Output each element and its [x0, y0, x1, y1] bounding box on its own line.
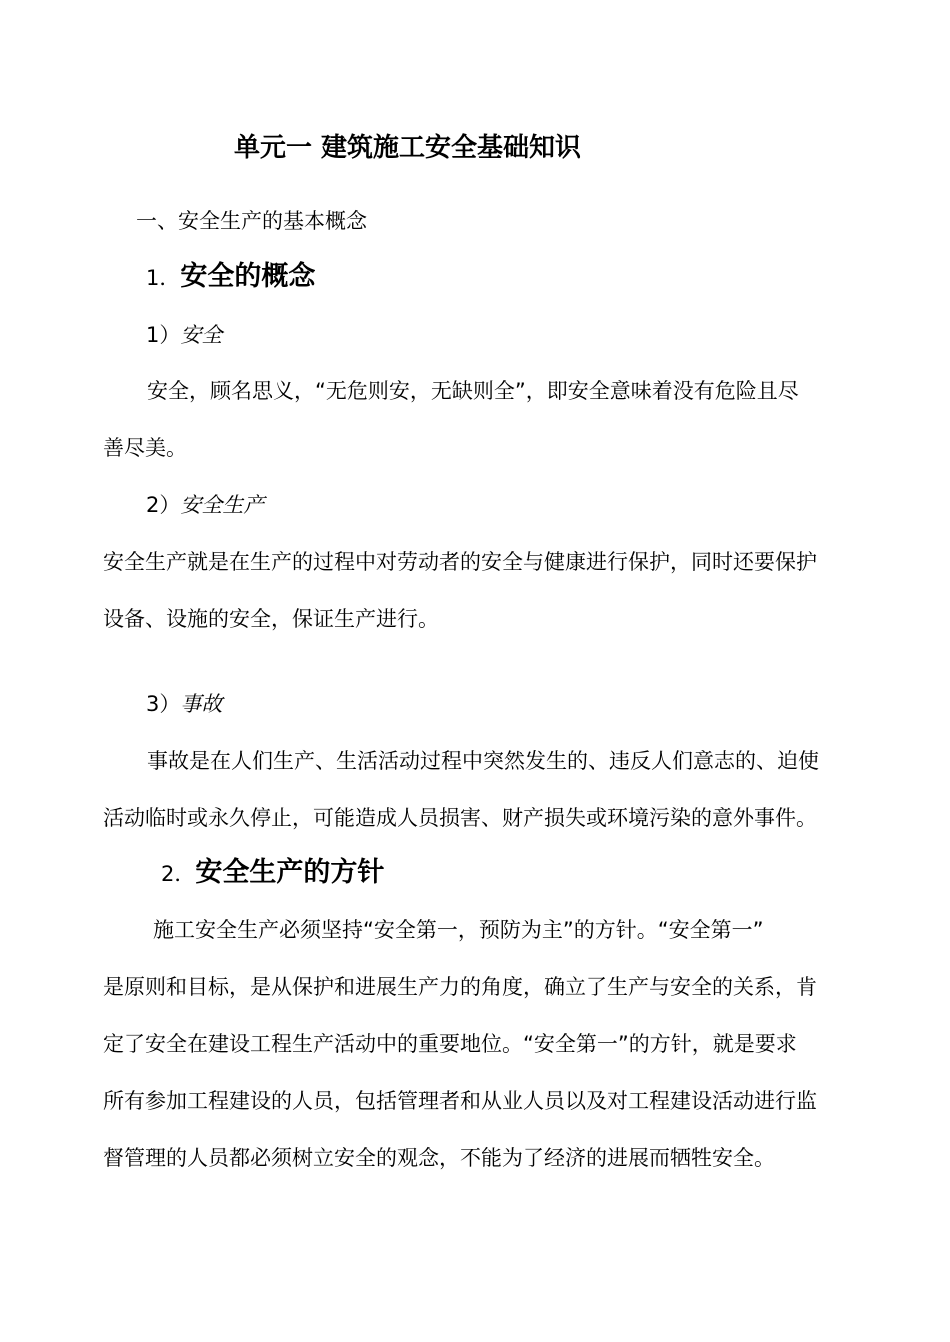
subsection-heading-1 [146, 262, 315, 293]
paragraph-line: 设备、设施的安全，保证生产进行。 [103, 607, 439, 631]
paragraph-line: 安全生产就是在生产的过程中对劳动者的安全与健康进行保护，同时还要保护 [103, 550, 817, 574]
paragraph-line: 是原则和目标，是从保护和进展生产力的角度，确立了生产与安全的关系，肯 [103, 975, 817, 999]
item-heading-2 [146, 490, 264, 520]
section-heading: 一、安全生产的基本概念 [136, 209, 367, 233]
subsection-title: 安全生产的方针 [195, 857, 385, 888]
paragraph-line: 施工安全生产必须坚持“安全第一，预防为主”的方针。“安全第一” [153, 918, 764, 942]
item-number: 2） [146, 493, 181, 517]
item-number: 1） [146, 323, 181, 347]
item-title: 事故 [180, 692, 223, 716]
paragraph-line: 安全，顾名思义，“无危则安，无缺则全”，即安全意味着没有危险且尽 [147, 379, 799, 403]
item-number: 3） [146, 692, 181, 716]
item-heading-1 [146, 320, 222, 350]
paragraph-line: 活动临时或永久停止，可能造成人员损害、财产损失或环境污染的意外事件。 [103, 806, 817, 830]
paragraph-line: 善尽美。 [103, 436, 187, 460]
item-title: 安全生产 [180, 493, 265, 517]
item-heading-3 [146, 689, 222, 719]
paragraph-line: 所有参加工程建设的人员，包括管理者和从业人员以及对工程建设活动进行监 [103, 1089, 817, 1113]
page-title: 单元一 建筑施工安全基础知识 [234, 133, 582, 163]
subsection-heading-2 [161, 858, 384, 889]
subsection-title: 安全的概念 [180, 261, 316, 292]
paragraph-line: 定了安全在建设工程生产活动中的重要地位。“安全第一”的方针，就是要求 [103, 1032, 797, 1056]
paragraph-line: 事故是在人们生产、生活活动过程中突然发生的、违反人们意志的、迫使 [147, 749, 819, 773]
item-title: 安全 [180, 323, 223, 347]
paragraph-line: 督管理的人员都必须树立安全的观念，不能为了经济的进展而牺牲安全。 [103, 1146, 775, 1170]
subsection-number: 2． [161, 862, 196, 886]
subsection-number: 1． [146, 266, 181, 290]
